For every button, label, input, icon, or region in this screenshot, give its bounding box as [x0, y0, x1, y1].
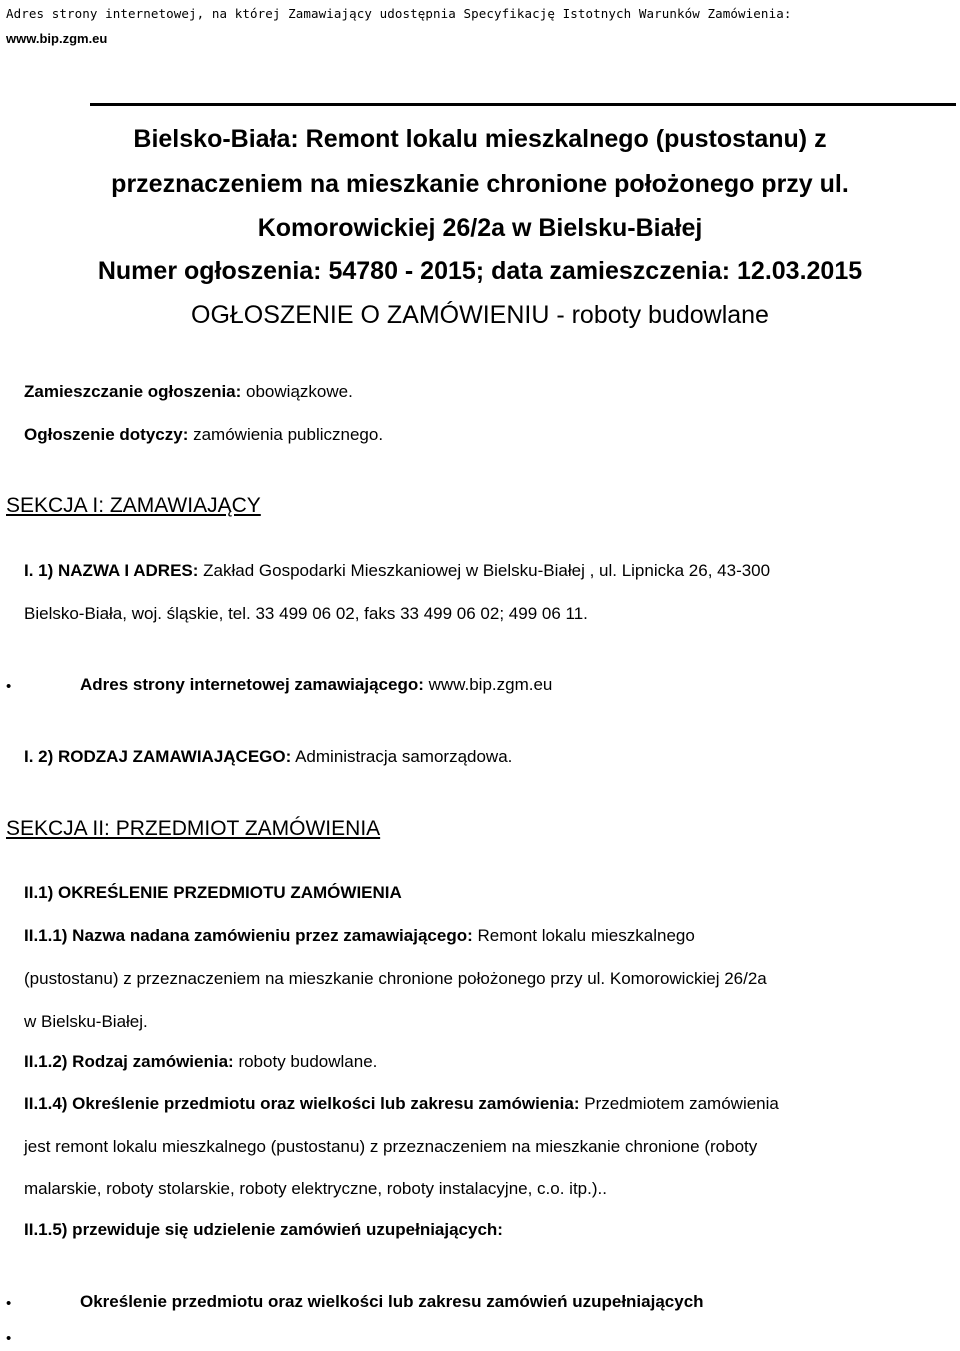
order-name-cont-1: (pustostanu) z przeznaczeniem na mieszkanie chronione położonego przy ul. Komorowickiej 26/2a [24, 969, 767, 988]
supplementary-bullet: Określenie przedmiotu oraz wielkości lub zakresu zamówień uzupełniających [80, 1292, 704, 1311]
order-scope-value: Przedmiotem zamówienia [579, 1094, 779, 1113]
bullet-icon: • [6, 1295, 12, 1312]
notice-number: Numer ogłoszenia: 54780 - 2015; data zamieszczenia: 12.03.2015 [97, 257, 863, 285]
order-scope-cont-2: malarskie, roboty stolarskie, roboty elektryczne, roboty instalacyjne, c.o. itp.).. [24, 1179, 607, 1198]
title-line-1: Bielsko-Biała: Remont lokalu mieszkalnego (pustostanu) z [133, 125, 827, 153]
concerns-value: zamówienia publicznego. [188, 425, 384, 444]
title-line-2: przeznaczeniem na mieszkanie chronione położonego przy ul. [111, 170, 849, 198]
header-link[interactable]: www.bip.zgm.eu [6, 31, 108, 46]
type-value: Administracja samorządowa. [291, 747, 513, 766]
order-name-value: Remont lokalu mieszkalnego [472, 926, 695, 945]
bullet-icon: • [6, 678, 12, 695]
order-kind-label: II.1.2) Rodzaj zamówienia: [24, 1052, 234, 1071]
type-label: I. 2) RODZAJ ZAMAWIAJĄCEGO: [24, 747, 292, 766]
type-row [24, 747, 512, 767]
title-line-3: Komorowickiej 26/2a w Bielsku-Białej [257, 214, 703, 242]
order-kind-row [24, 1052, 377, 1072]
name-address-value: Zakład Gospodarki Mieszkaniowej w Bielsku-Białej , ul. Lipnicka 26, 43-300 [198, 561, 771, 580]
website-label: Adres strony internetowej zamawiającego: [80, 675, 424, 694]
order-name-label: II.1.1) Nazwa nadana zamówieniu przez zamawiającego: [24, 926, 473, 945]
website-row [80, 675, 552, 695]
concerns-row [24, 425, 383, 445]
supplementary-heading: II.1.5) przewiduje się udzielenie zamówień uzupełniających: [24, 1220, 503, 1239]
divider [90, 103, 956, 106]
bullet-icon: • [6, 1330, 12, 1347]
name-address-cont: Bielsko-Biała, woj. śląskie, tel. 33 499 06 02, faks 33 499 06 02; 499 06 11. [24, 604, 588, 623]
order-kind-value: roboty budowlane. [233, 1052, 378, 1071]
subsection-heading: II.1) OKREŚLENIE PRZEDMIOTU ZAMÓWIENIA [24, 883, 402, 902]
placement-value: obowiązkowe. [241, 382, 353, 401]
name-address-label: I. 1) NAZWA I ADRES: [24, 561, 199, 580]
order-scope-cont-1: jest remont lokalu mieszkalnego (pustostanu) z przeznaczeniem na mieszkanie chronione (roboty [24, 1137, 758, 1156]
section-1-heading: SEKCJA I: ZAMAWIAJĄCY [6, 494, 261, 517]
website-value[interactable]: www.bip.zgm.eu [423, 675, 553, 694]
placement-label: Zamieszczanie ogłoszenia: [24, 382, 242, 401]
name-address-row [24, 561, 770, 581]
header-intro: Adres strony internetowej, na której Zamawiający udostępnia Specyfikację Istotnych Warunków Zamówienia: [6, 6, 792, 21]
section-2-heading: SEKCJA II: PRZEDMIOT ZAMÓWIENIA [6, 817, 381, 840]
order-name-cont-2: w Bielsku-Białej. [24, 1012, 148, 1031]
announcement-type: OGŁOSZENIE O ZAMÓWIENIU - roboty budowlane [191, 301, 769, 329]
order-scope-label: II.1.4) Określenie przedmiotu oraz wielkości lub zakresu zamówienia: [24, 1094, 580, 1113]
order-name-row [24, 926, 695, 946]
concerns-label: Ogłoszenie dotyczy: [24, 425, 189, 444]
order-scope-row [24, 1094, 779, 1114]
placement-row [24, 382, 353, 402]
